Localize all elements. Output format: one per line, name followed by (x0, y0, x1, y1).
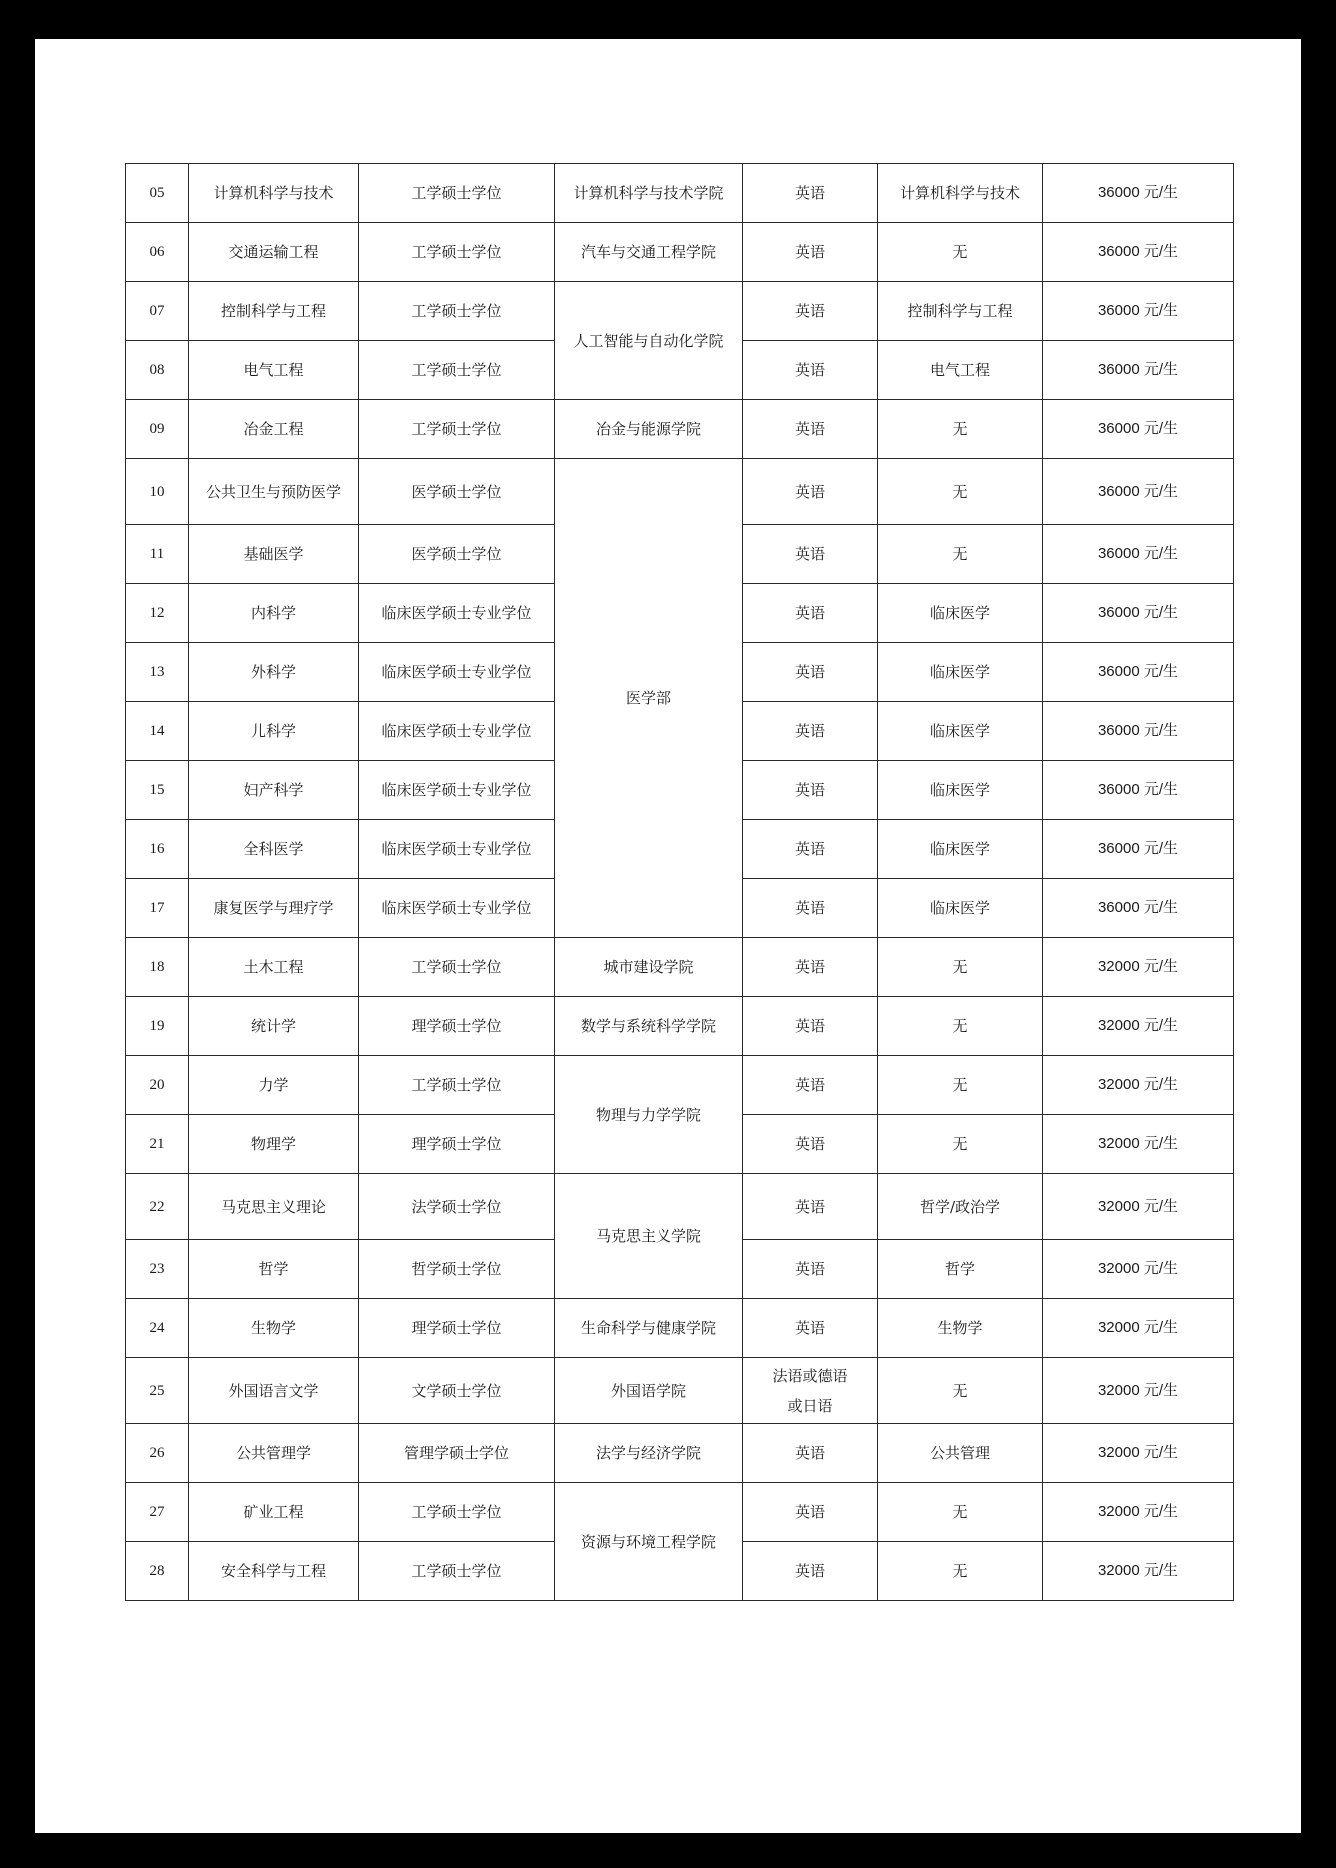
major-cell: 生物学 (189, 1299, 359, 1358)
major-cell: 土木工程 (189, 938, 359, 997)
table-row (126, 938, 1234, 997)
prerequisite-cell: 临床医学 (878, 702, 1043, 761)
degree-cell: 医学硕士学位 (359, 459, 555, 525)
degree-cell: 医学硕士学位 (359, 525, 555, 584)
school-cell: 马克思主义学院 (555, 1174, 743, 1299)
fee-cell: 32000 元/生 (1043, 1358, 1234, 1424)
fee-cell: 36000 元/生 (1043, 400, 1234, 459)
fee-cell: 32000 元/生 (1043, 997, 1234, 1056)
fee-cell: 36000 元/生 (1043, 879, 1234, 938)
row-number: 18 (126, 938, 189, 997)
row-number: 27 (126, 1483, 189, 1542)
row-number: 23 (126, 1240, 189, 1299)
row-number: 20 (126, 1056, 189, 1115)
fee-cell: 32000 元/生 (1043, 1115, 1234, 1174)
degree-cell: 临床医学硕士专业学位 (359, 879, 555, 938)
degree-cell: 工学硕士学位 (359, 341, 555, 400)
major-cell: 哲学 (189, 1240, 359, 1299)
language-cell: 英语 (743, 400, 878, 459)
row-number: 16 (126, 820, 189, 879)
prerequisite-cell: 无 (878, 459, 1043, 525)
row-number: 25 (126, 1358, 189, 1424)
row-number: 08 (126, 341, 189, 400)
degree-cell: 工学硕士学位 (359, 938, 555, 997)
fee-cell: 36000 元/生 (1043, 525, 1234, 584)
fee-cell: 32000 元/生 (1043, 1174, 1234, 1240)
degree-cell: 工学硕士学位 (359, 1542, 555, 1601)
degree-cell: 工学硕士学位 (359, 400, 555, 459)
prerequisite-cell: 电气工程 (878, 341, 1043, 400)
fee-cell: 32000 元/生 (1043, 1240, 1234, 1299)
language-cell: 英语 (743, 1542, 878, 1601)
fee-cell: 32000 元/生 (1043, 1299, 1234, 1358)
prerequisite-cell: 无 (878, 938, 1043, 997)
language-cell: 英语 (743, 761, 878, 820)
major-cell: 外国语言文学 (189, 1358, 359, 1424)
row-number: 07 (126, 282, 189, 341)
row-number: 11 (126, 525, 189, 584)
major-cell: 矿业工程 (189, 1483, 359, 1542)
fee-cell: 36000 元/生 (1043, 341, 1234, 400)
language-cell: 英语 (743, 1299, 878, 1358)
fee-cell: 36000 元/生 (1043, 282, 1234, 341)
table-row (126, 1174, 1234, 1240)
prerequisite-cell: 哲学/政治学 (878, 1174, 1043, 1240)
language-cell: 英语 (743, 997, 878, 1056)
language-cell: 英语 (743, 525, 878, 584)
row-number: 22 (126, 1174, 189, 1240)
row-number: 06 (126, 223, 189, 282)
degree-cell: 文学硕士学位 (359, 1358, 555, 1424)
school-cell: 冶金与能源学院 (555, 400, 743, 459)
school-cell: 医学部 (555, 459, 743, 938)
row-number: 05 (126, 164, 189, 223)
row-number: 19 (126, 997, 189, 1056)
fee-cell: 32000 元/生 (1043, 1483, 1234, 1542)
row-number: 28 (126, 1542, 189, 1601)
school-cell: 数学与系统科学学院 (555, 997, 743, 1056)
language-cell: 英语 (743, 282, 878, 341)
major-cell: 妇产科学 (189, 761, 359, 820)
major-cell: 电气工程 (189, 341, 359, 400)
table-row (126, 997, 1234, 1056)
language-cell: 英语 (743, 584, 878, 643)
degree-cell: 理学硕士学位 (359, 1299, 555, 1358)
prerequisite-cell: 无 (878, 1483, 1043, 1542)
major-cell: 公共管理学 (189, 1424, 359, 1483)
degree-cell: 工学硕士学位 (359, 223, 555, 282)
prerequisite-cell: 临床医学 (878, 879, 1043, 938)
fee-cell: 32000 元/生 (1043, 938, 1234, 997)
major-cell: 外科学 (189, 643, 359, 702)
row-number: 24 (126, 1299, 189, 1358)
major-cell: 马克思主义理论 (189, 1174, 359, 1240)
major-cell: 控制科学与工程 (189, 282, 359, 341)
major-cell: 统计学 (189, 997, 359, 1056)
row-number: 15 (126, 761, 189, 820)
row-number: 09 (126, 400, 189, 459)
language-cell: 英语 (743, 1424, 878, 1483)
language-cell: 英语 (743, 1115, 878, 1174)
degree-cell: 工学硕士学位 (359, 282, 555, 341)
degree-cell: 临床医学硕士专业学位 (359, 643, 555, 702)
school-cell: 城市建设学院 (555, 938, 743, 997)
prerequisite-cell: 无 (878, 1115, 1043, 1174)
major-cell: 儿科学 (189, 702, 359, 761)
prerequisite-cell: 无 (878, 525, 1043, 584)
row-number: 12 (126, 584, 189, 643)
program-table (125, 163, 1234, 1601)
school-cell: 生命科学与健康学院 (555, 1299, 743, 1358)
language-cell: 英语 (743, 459, 878, 525)
prerequisite-cell: 无 (878, 1542, 1043, 1601)
prerequisite-cell: 无 (878, 997, 1043, 1056)
table-row (126, 223, 1234, 282)
language-cell: 英语 (743, 702, 878, 761)
prerequisite-cell: 无 (878, 400, 1043, 459)
document-page (35, 39, 1301, 1833)
school-cell: 汽车与交通工程学院 (555, 223, 743, 282)
table-row (126, 1424, 1234, 1483)
language-cell: 英语 (743, 341, 878, 400)
degree-cell: 工学硕士学位 (359, 1056, 555, 1115)
table-row (126, 400, 1234, 459)
language-cell: 英语 (743, 1483, 878, 1542)
language-cell: 英语 (743, 643, 878, 702)
row-number: 17 (126, 879, 189, 938)
row-number: 14 (126, 702, 189, 761)
school-cell: 人工智能与自动化学院 (555, 282, 743, 400)
major-cell: 全科医学 (189, 820, 359, 879)
prerequisite-cell: 无 (878, 223, 1043, 282)
major-cell: 冶金工程 (189, 400, 359, 459)
table-row (126, 164, 1234, 223)
degree-cell: 法学硕士学位 (359, 1174, 555, 1240)
row-number: 26 (126, 1424, 189, 1483)
language-cell: 英语 (743, 164, 878, 223)
prerequisite-cell: 临床医学 (878, 761, 1043, 820)
school-cell: 外国语学院 (555, 1358, 743, 1424)
prerequisite-cell: 计算机科学与技术 (878, 164, 1043, 223)
table-row (126, 1056, 1234, 1115)
row-number: 10 (126, 459, 189, 525)
prerequisite-cell: 控制科学与工程 (878, 282, 1043, 341)
table-row (126, 1358, 1234, 1424)
degree-cell: 临床医学硕士专业学位 (359, 702, 555, 761)
major-cell: 康复医学与理疗学 (189, 879, 359, 938)
fee-cell: 32000 元/生 (1043, 1542, 1234, 1601)
language-cell: 英语 (743, 1056, 878, 1115)
language-line-1: 法语或德语 (772, 1366, 848, 1385)
fee-cell: 36000 元/生 (1043, 820, 1234, 879)
degree-cell: 临床医学硕士专业学位 (359, 761, 555, 820)
fee-cell: 36000 元/生 (1043, 459, 1234, 525)
prerequisite-cell: 临床医学 (878, 584, 1043, 643)
major-cell: 基础医学 (189, 525, 359, 584)
major-cell: 力学 (189, 1056, 359, 1115)
prerequisite-cell: 无 (878, 1358, 1043, 1424)
fee-cell: 36000 元/生 (1043, 761, 1234, 820)
prerequisite-cell: 公共管理 (878, 1424, 1043, 1483)
table-row (126, 459, 1234, 525)
school-cell: 物理与力学学院 (555, 1056, 743, 1174)
major-cell: 物理学 (189, 1115, 359, 1174)
language-cell: 英语 (743, 223, 878, 282)
table-row (126, 1299, 1234, 1358)
row-number: 13 (126, 643, 189, 702)
fee-cell: 32000 元/生 (1043, 1056, 1234, 1115)
degree-cell: 哲学硕士学位 (359, 1240, 555, 1299)
school-cell: 计算机科学与技术学院 (555, 164, 743, 223)
major-cell: 交通运输工程 (189, 223, 359, 282)
language-line-2: 或日语 (787, 1396, 833, 1415)
prerequisite-cell: 临床医学 (878, 643, 1043, 702)
language-cell: 英语 (743, 879, 878, 938)
degree-cell: 理学硕士学位 (359, 997, 555, 1056)
language-cell: 英语 (743, 820, 878, 879)
fee-cell: 36000 元/生 (1043, 223, 1234, 282)
fee-cell: 36000 元/生 (1043, 643, 1234, 702)
prerequisite-cell: 无 (878, 1056, 1043, 1115)
language-cell (743, 1358, 878, 1424)
prerequisite-cell: 生物学 (878, 1299, 1043, 1358)
major-cell: 计算机科学与技术 (189, 164, 359, 223)
degree-cell: 临床医学硕士专业学位 (359, 820, 555, 879)
degree-cell: 工学硕士学位 (359, 164, 555, 223)
major-cell: 公共卫生与预防医学 (189, 459, 359, 525)
degree-cell: 工学硕士学位 (359, 1483, 555, 1542)
fee-cell: 32000 元/生 (1043, 1424, 1234, 1483)
school-cell: 资源与环境工程学院 (555, 1483, 743, 1601)
language-cell: 英语 (743, 1174, 878, 1240)
school-cell: 法学与经济学院 (555, 1424, 743, 1483)
fee-cell: 36000 元/生 (1043, 584, 1234, 643)
degree-cell: 管理学硕士学位 (359, 1424, 555, 1483)
language-cell: 英语 (743, 938, 878, 997)
major-cell: 内科学 (189, 584, 359, 643)
prerequisite-cell: 临床医学 (878, 820, 1043, 879)
major-cell: 安全科学与工程 (189, 1542, 359, 1601)
table-row (126, 1483, 1234, 1542)
fee-cell: 36000 元/生 (1043, 702, 1234, 761)
degree-cell: 临床医学硕士专业学位 (359, 584, 555, 643)
prerequisite-cell: 哲学 (878, 1240, 1043, 1299)
language-cell: 英语 (743, 1240, 878, 1299)
row-number: 21 (126, 1115, 189, 1174)
fee-cell: 36000 元/生 (1043, 164, 1234, 223)
degree-cell: 理学硕士学位 (359, 1115, 555, 1174)
table-row (126, 282, 1234, 341)
